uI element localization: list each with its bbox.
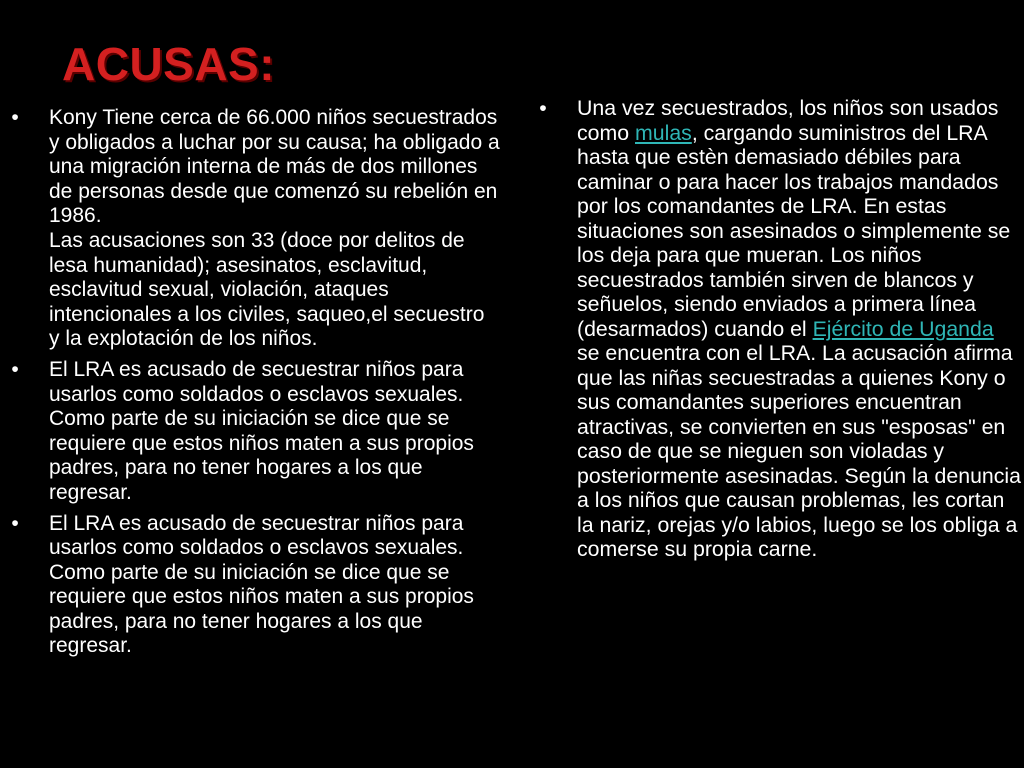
left-bullet-item-3 <box>8 512 500 660</box>
bullet-dot: • <box>11 106 19 129</box>
bullet-text: El LRA es acusado de secuestrar niños para usarlos como soldados o esclavos sexuales. Como parte de su iniciación se dice que se requiere que estos niños maten a sus propios padres, para no tener hogares a los que regresar. <box>49 511 474 658</box>
bullet-dot: • <box>11 511 19 535</box>
left-bullet-item-2 <box>8 358 500 506</box>
left-bullet-list <box>8 106 500 665</box>
bullet-text-part-3: se encuentra con el LRA. La acusación afirma que las niñas secuestradas a quienes Kony o sus comandantes superiores encuentran atractivas, se convierten en sus "esposas" en caso de que se nieguen son violadas y posteriormente asesinadas. Según la denuncia a los niños que causan problemas, les cortan la nariz, orejas y/o labios, luego se los obliga a comerse su propia carne. <box>577 341 1021 561</box>
right-bullet-list <box>536 96 1022 568</box>
bullet-text <box>577 96 1022 562</box>
bullet-text <box>49 106 500 352</box>
bullet-text-part-1: Una vez secuestrados, los niños son usados como <box>577 96 999 145</box>
left-bullet-item-1 <box>8 106 500 352</box>
bullet-text: El LRA es acusado de secuestrar niños para usarlos como soldados o esclavos sexuales. Como parte de su iniciación se dice que se requiere que estos niños maten a sus propios padres, para no tener hogares a los que regresar. <box>49 357 474 504</box>
bullet-paragraph-acusaciones: Las acusaciones son 33 (doce por delitos de lesa humanidad); asesinatos, esclavitud, esclavitud sexual, violación, ataques intencionales a los civiles, saqueo,el secuestro y la explotación de los niños. <box>49 228 485 351</box>
bullet-paragraph-kony: Kony Tiene cerca de 66.000 niños secuestrados y obligados a luchar por su causa; ha obligado a una migración interna de más de dos millones de personas desde que comenzó su rebelión en 1986. <box>49 106 500 228</box>
link-mulas[interactable]: mulas <box>635 120 692 145</box>
bullet-dot: • <box>11 357 19 381</box>
bullet-dot: • <box>539 96 547 120</box>
right-bullet-item-1 <box>536 96 1022 562</box>
bullet-text-part-2: , cargando suministros del LRA hasta que estèn demasiado débiles para caminar o para hacer los trabajos mandados por los comandantes de LRA. En estas situaciones son asesinados o simplemente se los deja para que mueran. Los niños secuestrados también sirven de blancos y señuelos, siendo enviados a primera línea (desarmados) cuando el <box>577 120 1011 341</box>
slide-title: ACUSAS: <box>62 38 276 90</box>
link-ejercito-de-uganda[interactable]: Ejército de Uganda <box>812 316 994 341</box>
